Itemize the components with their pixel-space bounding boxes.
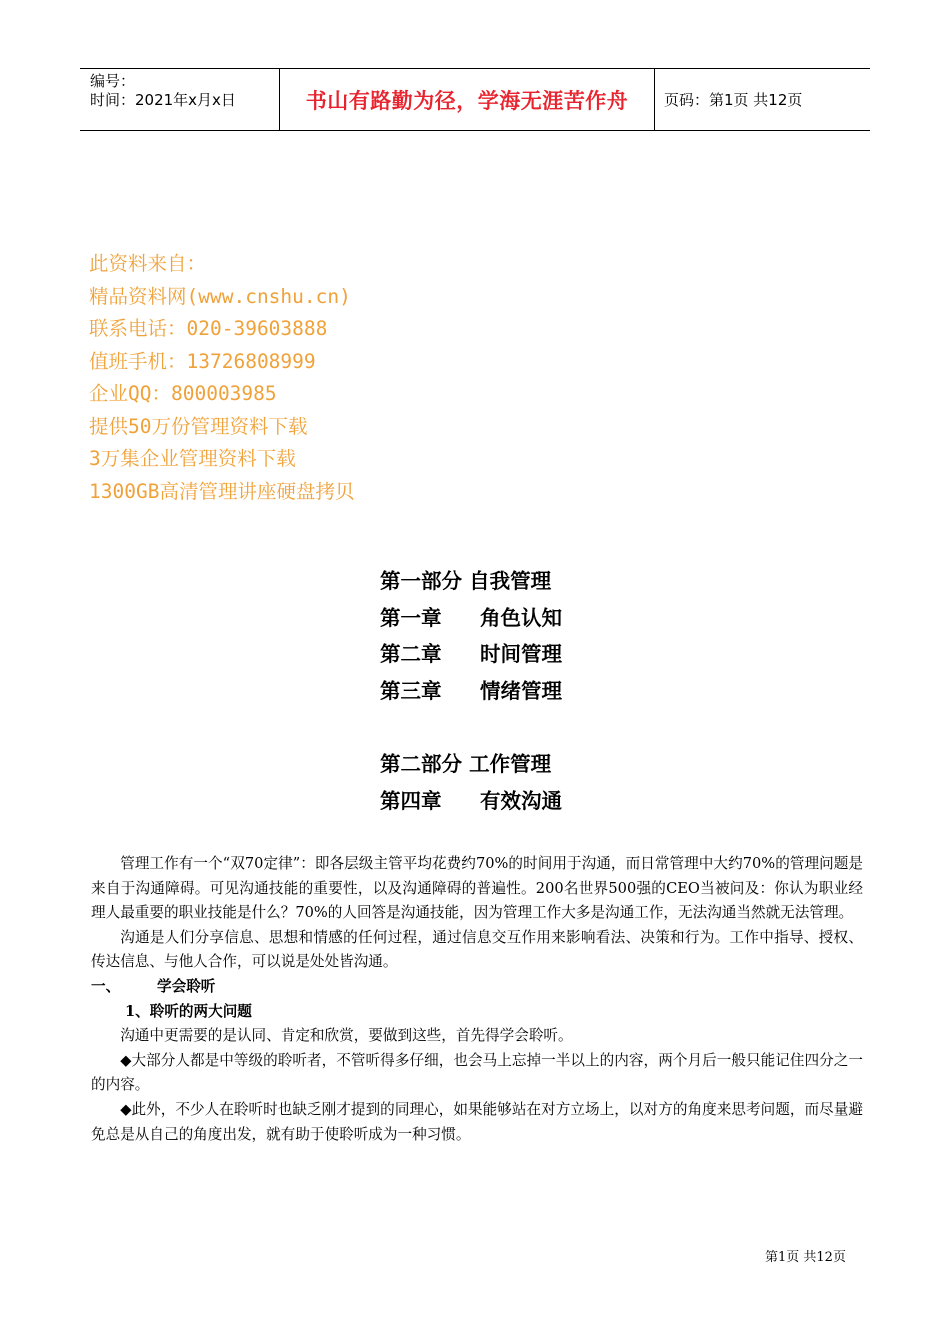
toc-chapter bbox=[380, 636, 562, 673]
toc-part-heading: 第一部分 自我管理 bbox=[380, 569, 552, 593]
section-heading bbox=[91, 975, 863, 1000]
toc-chapter-number: 第三章 bbox=[380, 678, 442, 703]
toc-chapter-title: 有效沟通 bbox=[480, 788, 562, 813]
promo-line: 企业QQ：800003985 bbox=[89, 382, 277, 405]
header-motto-cell bbox=[280, 69, 655, 130]
paragraph: 管理工作有一个“双70定律”：即各层级主管平均花费约70%的时间用于沟通，而日常管理中大约70%的管理问题是来自于沟通障碍。可见沟通技能的重要性，以及沟通障碍的普遍性。200名世界500强的CEO当被问及：你认为职业经理人最重要的职业技能是什么？70%的人回答是沟通技能，因为管理工作大多是沟通工作，无法沟通当然就无法管理。 bbox=[91, 855, 863, 922]
toc-chapter bbox=[380, 783, 562, 820]
toc-spacer bbox=[380, 709, 562, 746]
header-meta bbox=[80, 69, 280, 130]
toc-chapter bbox=[380, 600, 562, 637]
promo-line: 1300GB高清管理讲座硬盘拷贝 bbox=[89, 479, 355, 503]
section-title: 学会聆听 bbox=[157, 977, 216, 995]
body-text bbox=[91, 852, 863, 1147]
promo-line: 此资料来自： bbox=[89, 252, 207, 275]
promo-line: 值班手机：13726808999 bbox=[89, 349, 316, 373]
promo-block bbox=[89, 248, 354, 508]
page-footer: 第1页 共12页 bbox=[765, 1250, 846, 1265]
toc-chapter-title: 情绪管理 bbox=[480, 678, 562, 703]
bullet-paragraph: ◆此外，不少人在聆听时也缺乏刚才提到的同理心，如果能够站在对方立场上，以对方的角度来思考问题，而尽量避免总是从自己的角度出发，就有助于使聆听成为一种习惯。 bbox=[91, 1100, 863, 1143]
paragraph: 沟通是人们分享信息、思想和情感的任何过程，通过信息交互作用来影响看法、决策和行为。工作中指导、授权、传达信息、与他人合作，可以说是处处皆沟通。 bbox=[91, 928, 863, 971]
toc-chapter-title: 时间管理 bbox=[480, 642, 562, 666]
section-number: 一、 bbox=[91, 977, 121, 995]
time-label: 时间：2021年x月x日 bbox=[90, 91, 236, 109]
header-motto: 书山有路勤为径，学海无涯苦作舟 bbox=[305, 88, 629, 113]
toc-chapter-number: 第一章 bbox=[380, 605, 442, 630]
bullet-paragraph: ◆大部分人都是中等级的聆听者，不管听得多仔细，也会马上忘掉一半以上的内容，两个月后一般只能记住四分之一的内容。 bbox=[91, 1051, 863, 1094]
promo-line: 提供50万份管理资料下载 bbox=[89, 414, 308, 438]
toc-chapter-title: 角色认知 bbox=[480, 605, 562, 630]
serial-label: 编号： bbox=[90, 72, 136, 90]
page-header bbox=[80, 68, 870, 131]
header-page-info: 页码：第1页 共12页 bbox=[664, 91, 803, 109]
toc-part-heading: 第二部分 工作管理 bbox=[380, 752, 552, 776]
subsection-heading: 1、聆听的两大问题 bbox=[125, 1002, 252, 1020]
paragraph: 沟通中更需要的是认同、肯定和欣赏，要做到这些，首先得学会聆听。 bbox=[120, 1027, 573, 1045]
table-of-contents bbox=[380, 563, 562, 819]
toc-chapter-number: 第二章 bbox=[380, 642, 442, 666]
promo-line: 精品资料网(www.cnshu.cn) bbox=[89, 284, 351, 308]
toc-chapter-number: 第四章 bbox=[380, 788, 442, 813]
promo-line: 联系电话：020-39603888 bbox=[89, 317, 328, 340]
toc-chapter bbox=[380, 673, 562, 710]
promo-line: 3万集企业管理资料下载 bbox=[89, 447, 296, 470]
